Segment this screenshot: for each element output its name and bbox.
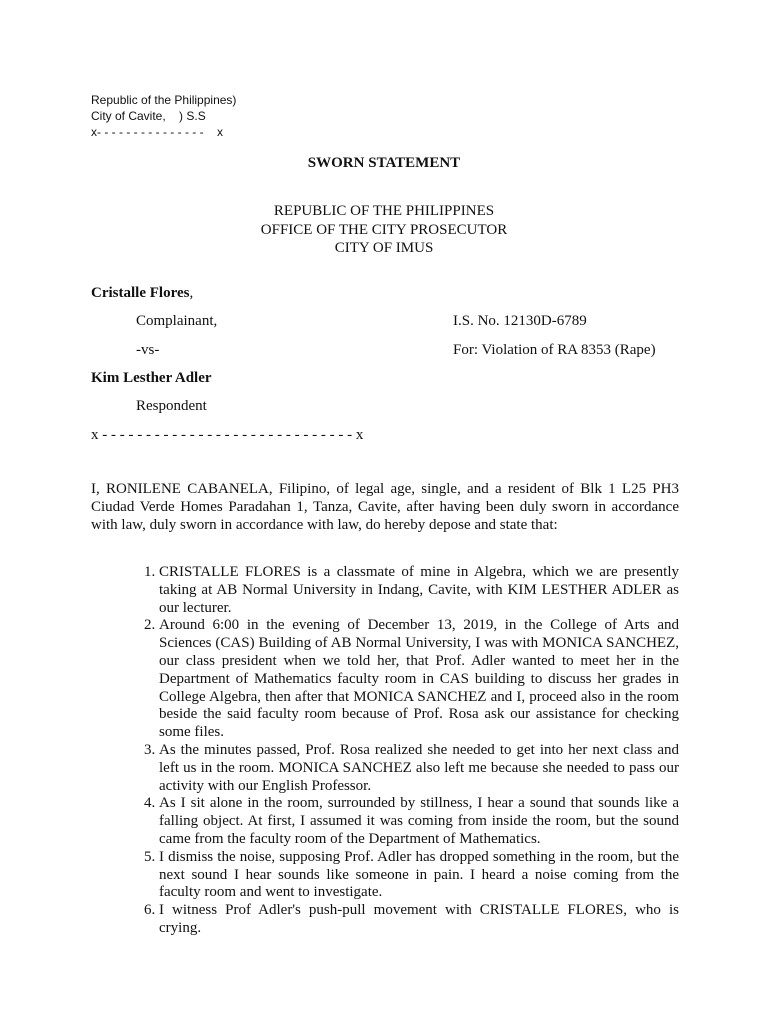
complainant-role: Complainant, [136, 313, 218, 329]
office-prosecutor: OFFICE OF THE CITY PROSECUTOR [260, 221, 508, 238]
venue-separator: x- - - - - - - - - - - - - - - x [91, 125, 223, 139]
office-heading [0, 202, 768, 258]
statement-item: 6. I witness Prof Adler's push-pull movement with CRISTALLE FLORES, who is crying. [159, 902, 679, 938]
venue-republic: Republic of the Philippines) [91, 93, 237, 107]
complainant-line [91, 285, 193, 302]
document-title: SWORN STATEMENT [307, 155, 461, 171]
complainant-name: Cristalle Flores [91, 285, 190, 301]
caption-separator: x - - - - - - - - - - - - - - - - - - - - - - - - - - - - - x [91, 427, 364, 443]
respondent-role: Respondent [136, 398, 207, 414]
statement-item: 2. Around 6:00 in the evening of December 13, 2019, in the College of Arts and Sciences (CAS) Building of AB Normal University, I was with MONICA SANCHEZ, our class president when we told her, that Prof. Adler wanted to meet her in the Department of Mathematics faculty room in CAS building to discuss her grades in College Algebra, then after that MONICA SANCHEZ and I, proceed also in the room beside the said faculty room because of Prof. Rosa ask our assistance for checking some files. [159, 617, 679, 742]
complainant-comma: , [189, 285, 194, 301]
statement-item: 1. CRISTALLE FLORES is a classmate of mine in Algebra, which we are presently taking at AB Normal University in Indang, Cavite, with KIM LESTHER ADLER as our lecturer. [159, 564, 679, 617]
statement-list [91, 564, 679, 938]
case-charge: For: Violation of RA 8353 (Rape) [453, 342, 656, 358]
office-republic: REPUBLIC OF THE PHILIPPINES [273, 203, 495, 219]
respondent-name: Kim Lesther Adler [91, 370, 212, 386]
affiant-intro: I, RONILENE CABANELA, Filipino, of legal age, single, and a resident of Blk 1 L25 PH3 Ciudad Verde Homes Paradahan 1, Tanza, Cavite, after having been duly sworn in accordance with law, duly sworn in accordance with law, do hereby depose and state that: [91, 481, 679, 533]
statement-item: 4. As I sit alone in the room, surrounded by stillness, I hear a sound that sounds like a falling object. At first, I assumed it was coming from inside the room, but the sound came from the faculty room of the Department of Mathematics. [159, 795, 679, 848]
venue-city: City of Cavite, ) S.S [91, 109, 206, 123]
statement-item: 3. As the minutes passed, Prof. Rosa realized she needed to get into her next class and left us in the room. MONICA SANCHEZ also left me because she needed to pass our activity with our English Professor. [159, 742, 679, 795]
office-city: CITY OF IMUS [334, 240, 434, 256]
statement-item: 5. I dismiss the noise, supposing Prof. Adler has dropped something in the room, but the next sound I hear sounds like someone in pain. I heard a noise coming from the faculty room and went to investigate. [159, 849, 679, 902]
case-number: I.S. No. 12130D-6789 [453, 313, 587, 329]
versus-label: -vs- [136, 342, 160, 358]
venue-block [91, 92, 236, 140]
